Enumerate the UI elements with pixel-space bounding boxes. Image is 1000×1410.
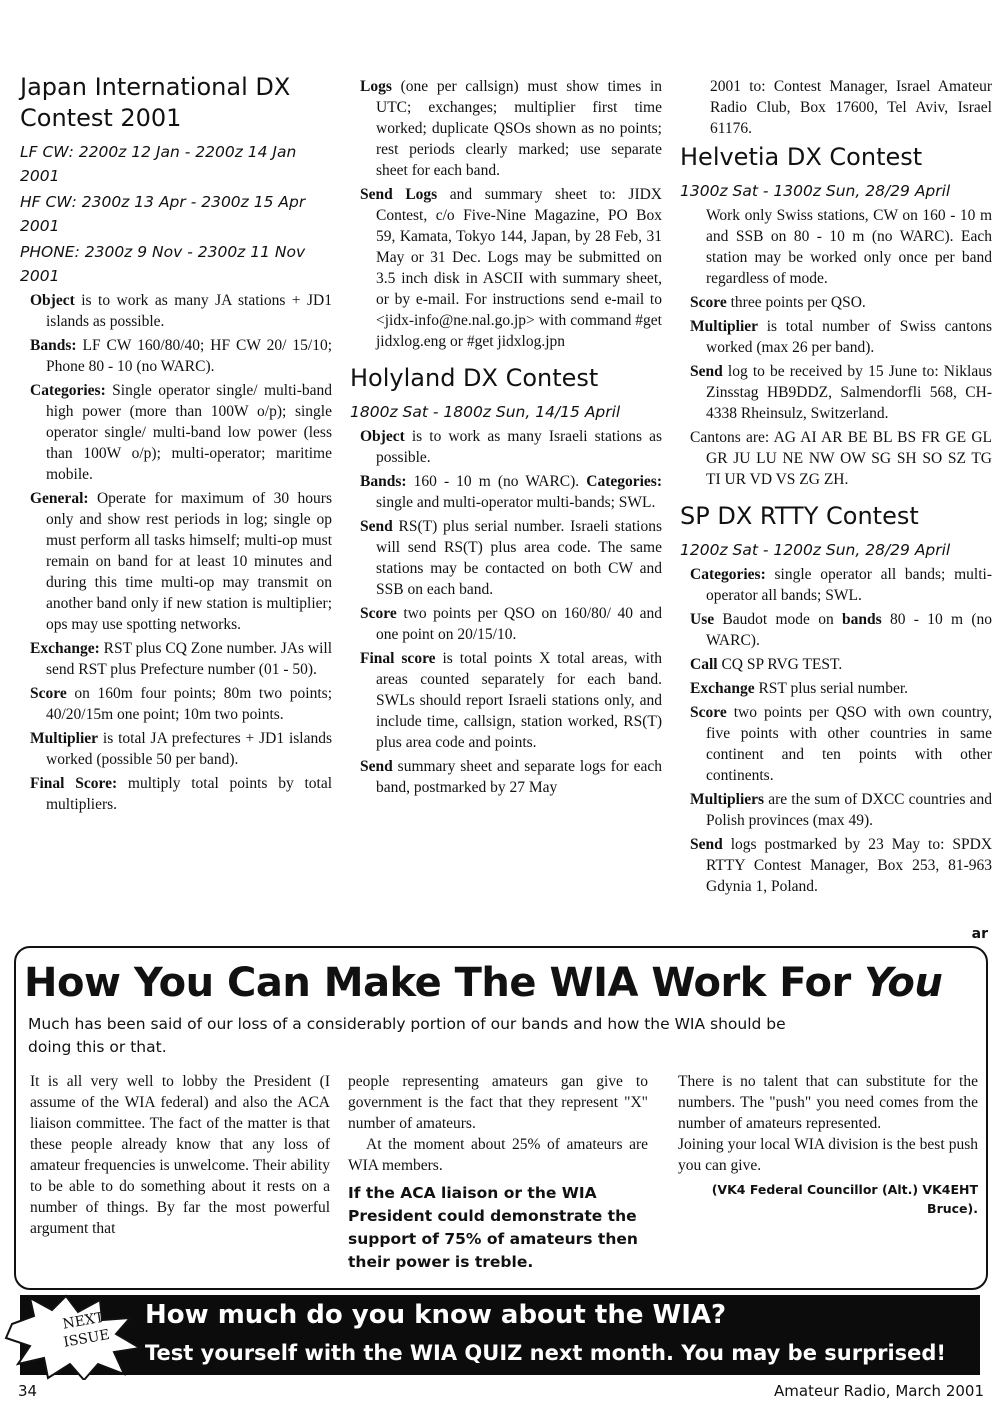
japan-date-lf: LF CW: 2200z 12 Jan - 2200z 14 Jan 2001 bbox=[20, 143, 297, 185]
wia-column-2 bbox=[348, 1071, 648, 1274]
wia-column-3 bbox=[678, 1071, 978, 1218]
japan-logs: Logs (one per callsign) must show times in UTC; exchanges; multiplier first time worked; duplicate QSOs shown as no points; rest periods clearly marked; use separate sheet for each band. bbox=[360, 78, 662, 179]
japan-exchange: Exchange: RST plus CQ Zone number. JAs will send RST plus Prefecture number (01 - 50). bbox=[30, 640, 333, 678]
japan-bands: Bands: LF CW 160/80/40; HF CW 20/ 15/10; Phone 80 - 10 (no WARC). bbox=[30, 337, 333, 375]
wia-col2-highlight: If the ACA liaison or the WIA President could demonstrate the support of 75% of amateurs then their power is treble. bbox=[348, 1184, 638, 1271]
holyland-object: Object is to work as many Israeli stations as possible. bbox=[360, 428, 662, 466]
spdx-exchange: Exchange RST plus serial number. bbox=[690, 680, 909, 697]
holyland-final-score: Final score is total points X total areas, with areas counted separately for each band. SWLs should report Israeli stations only, and include time, callsign, station worked, RS(T) plus area code and points. bbox=[360, 650, 662, 751]
helvetia-cantons: Cantons are: AG AI AR BE BL BS FR GE GL GR JU LU NE NW OW SG SH SO SZ TG TI UR VD VS ZG ZH. bbox=[690, 429, 992, 488]
helvetia-date: 1300z Sat - 1300z Sun, 28/29 April bbox=[680, 182, 951, 200]
japan-date-phone: PHONE: 2300z 9 Nov - 2300z 11 Nov 2001 bbox=[20, 243, 306, 285]
japan-send-logs: Send Logs and summary sheet to: JIDX Contest, c/o Five-Nine Magazine, PO Box 59, Kamata, Tokyo 144, Japan, by 28 Feb, 31 May or 31 Dec. Logs may be submitted on 3.5 inch disk in ASCII with summary sheet, or by e-mail. For instructions send e-mail to <jidx-info@ne.nal.go.jp> with command #get jidxlog.eng or #get jidxlog.jpn bbox=[360, 186, 662, 350]
spdx-multipliers: Multipliers are the sum of DXCC countries and Polish provinces (max 49). bbox=[690, 791, 992, 829]
wia-col2-para2: At the moment about 25% of amateurs are WIA members. bbox=[348, 1136, 648, 1174]
spdx-score: Score two points per QSO with own country, five points with other countries in same continent and ten points with other continents. bbox=[690, 704, 992, 784]
page-number: 34 bbox=[18, 1382, 38, 1400]
holyland-score: Score two points per QSO on 160/80/ 40 and one point on 20/15/10. bbox=[360, 605, 663, 643]
helvetia-score: Score three points per QSO. bbox=[690, 294, 866, 311]
japan-date-hf: HF CW: 2300z 13 Apr - 2300z 15 Apr 2001 bbox=[20, 193, 306, 235]
holyland-send-summary: Send summary sheet and separate logs for each band, postmarked by 27 May bbox=[360, 758, 663, 796]
holyland-send-summary-continued: 2001 to: Contest Manager, Israel Amateur Radio Club, Box 17600, Tel Aviv, Israel 61176. bbox=[710, 78, 992, 137]
holyland-send: Send RS(T) plus serial number. Israeli stations will send RS(T) plus area code. The same stations may be contacted on both CW and SSB on each band. bbox=[360, 518, 662, 598]
publication-footer: Amateur Radio, March 2001 bbox=[774, 1382, 984, 1400]
spdx-call: Call CQ SP RVG TEST. bbox=[690, 656, 843, 673]
spdx-send: Send logs postmarked by 23 May to: SPDX RTTY Contest Manager, Box 253, 81-963 Gdynia 1, Poland. bbox=[690, 836, 993, 895]
wia-signature: (VK4 Federal Councillor (Alt.) VK4EHT Bruce). bbox=[711, 1182, 978, 1216]
spdx-categories: Categories: single operator all bands; multi-operator all bands; SWL. bbox=[690, 566, 992, 604]
japan-score: Score on 160m four points; 80m two points; 40/20/15m one point; 10m two points. bbox=[30, 685, 333, 723]
wia-article-title: How You Can Make The WIA Work For You bbox=[24, 960, 943, 1006]
column-1 bbox=[20, 72, 332, 818]
helvetia-contest-title: Helvetia DX Contest bbox=[680, 143, 923, 171]
helvetia-intro: Work only Swiss stations, CW on 160 - 10 m and SSB on 80 - 10 m (no WARC). Each station may be worked only once per band regardless of mode. bbox=[706, 207, 992, 287]
spdx-use: Use Baudot mode on bands 80 - 10 m (no WARC). bbox=[690, 611, 992, 649]
helvetia-multiplier: Multiplier is total number of Swiss cantons worked (max 26 per band). bbox=[690, 318, 992, 356]
japan-contest-title: Japan International DX Contest 2001 bbox=[20, 73, 291, 132]
spdx-date: 1200z Sat - 1200z Sun, 28/29 April bbox=[680, 541, 951, 559]
holyland-bands: Bands: 160 - 10 m (no WARC). Categories: single and multi-operator multi-bands; SWL. bbox=[360, 473, 662, 511]
japan-final-score: Final Score: multiply total points by total multipliers. bbox=[30, 775, 333, 813]
helvetia-send: Send log to be received by 15 June to: Niklaus Zinsstag HB9DDZ, Salmendorfli 568, CH-4338 Rheinsulz, Switzerland. bbox=[690, 363, 992, 422]
wia-col3-para1: There is no talent that can substitute for the numbers. The "push" you need comes from the number of amateurs represented. bbox=[678, 1073, 978, 1132]
wia-column-1 bbox=[30, 1071, 330, 1239]
spdx-contest-title: SP DX RTTY Contest bbox=[680, 502, 919, 530]
japan-object: Object is to work as many JA stations + JD1 islands as possible. bbox=[30, 292, 332, 330]
japan-multiplier: Multiplier is total JA prefectures + JD1 islands worked (possible 50 per band). bbox=[30, 730, 333, 768]
wia-col3-para2: Joining your local WIA division is the best push you can give. bbox=[678, 1136, 978, 1174]
japan-general: General: Operate for maximum of 30 hours only and show rest periods in log; single op must perform all tasks himself; multi-op must remain on band for at least 10 minutes and during this time multi-op may transmit on another band only if new station is multiplier; ops may use spotting networks. bbox=[30, 490, 332, 633]
wia-article-intro: Much has been said of our loss of a considerably portion of our bands and how the WIA should be doing this or that. bbox=[28, 1015, 786, 1056]
end-mark: ar bbox=[971, 926, 988, 942]
quiz-banner-subline: Test yourself with the WIA QUIZ next month. You may be surprised! bbox=[145, 1341, 947, 1365]
column-2 bbox=[350, 76, 662, 801]
wia-col1-text: It is all very well to lobby the President (I assume of the WIA federal) and also the ACA liaison committee. The fact of the matter is that these people already know that any loss of amateur frequencies is unwelcome. Their ability to be able to do something about it rests on a number of things. By far the most powerful argument that bbox=[30, 1073, 330, 1237]
holyland-contest-title: Holyland DX Contest bbox=[350, 364, 599, 392]
quiz-banner-headline: How much do you know about the WIA? bbox=[145, 1300, 727, 1330]
next-issue-label: NEXT ISSUE bbox=[61, 1309, 111, 1351]
column-3 bbox=[680, 76, 992, 900]
holyland-date: 1800z Sat - 1800z Sun, 14/15 April bbox=[350, 403, 621, 421]
wia-col2-para1: people representing amateurs gan give to government is the fact that they represent "X" number of amateurs. bbox=[348, 1073, 648, 1132]
japan-categories: Categories: Single operator single/ multi-band high power (more than 100W o/p); single operator single/ multi-band low power (less than 100W o/p); multi-operator; maritime mobile. bbox=[30, 382, 333, 483]
